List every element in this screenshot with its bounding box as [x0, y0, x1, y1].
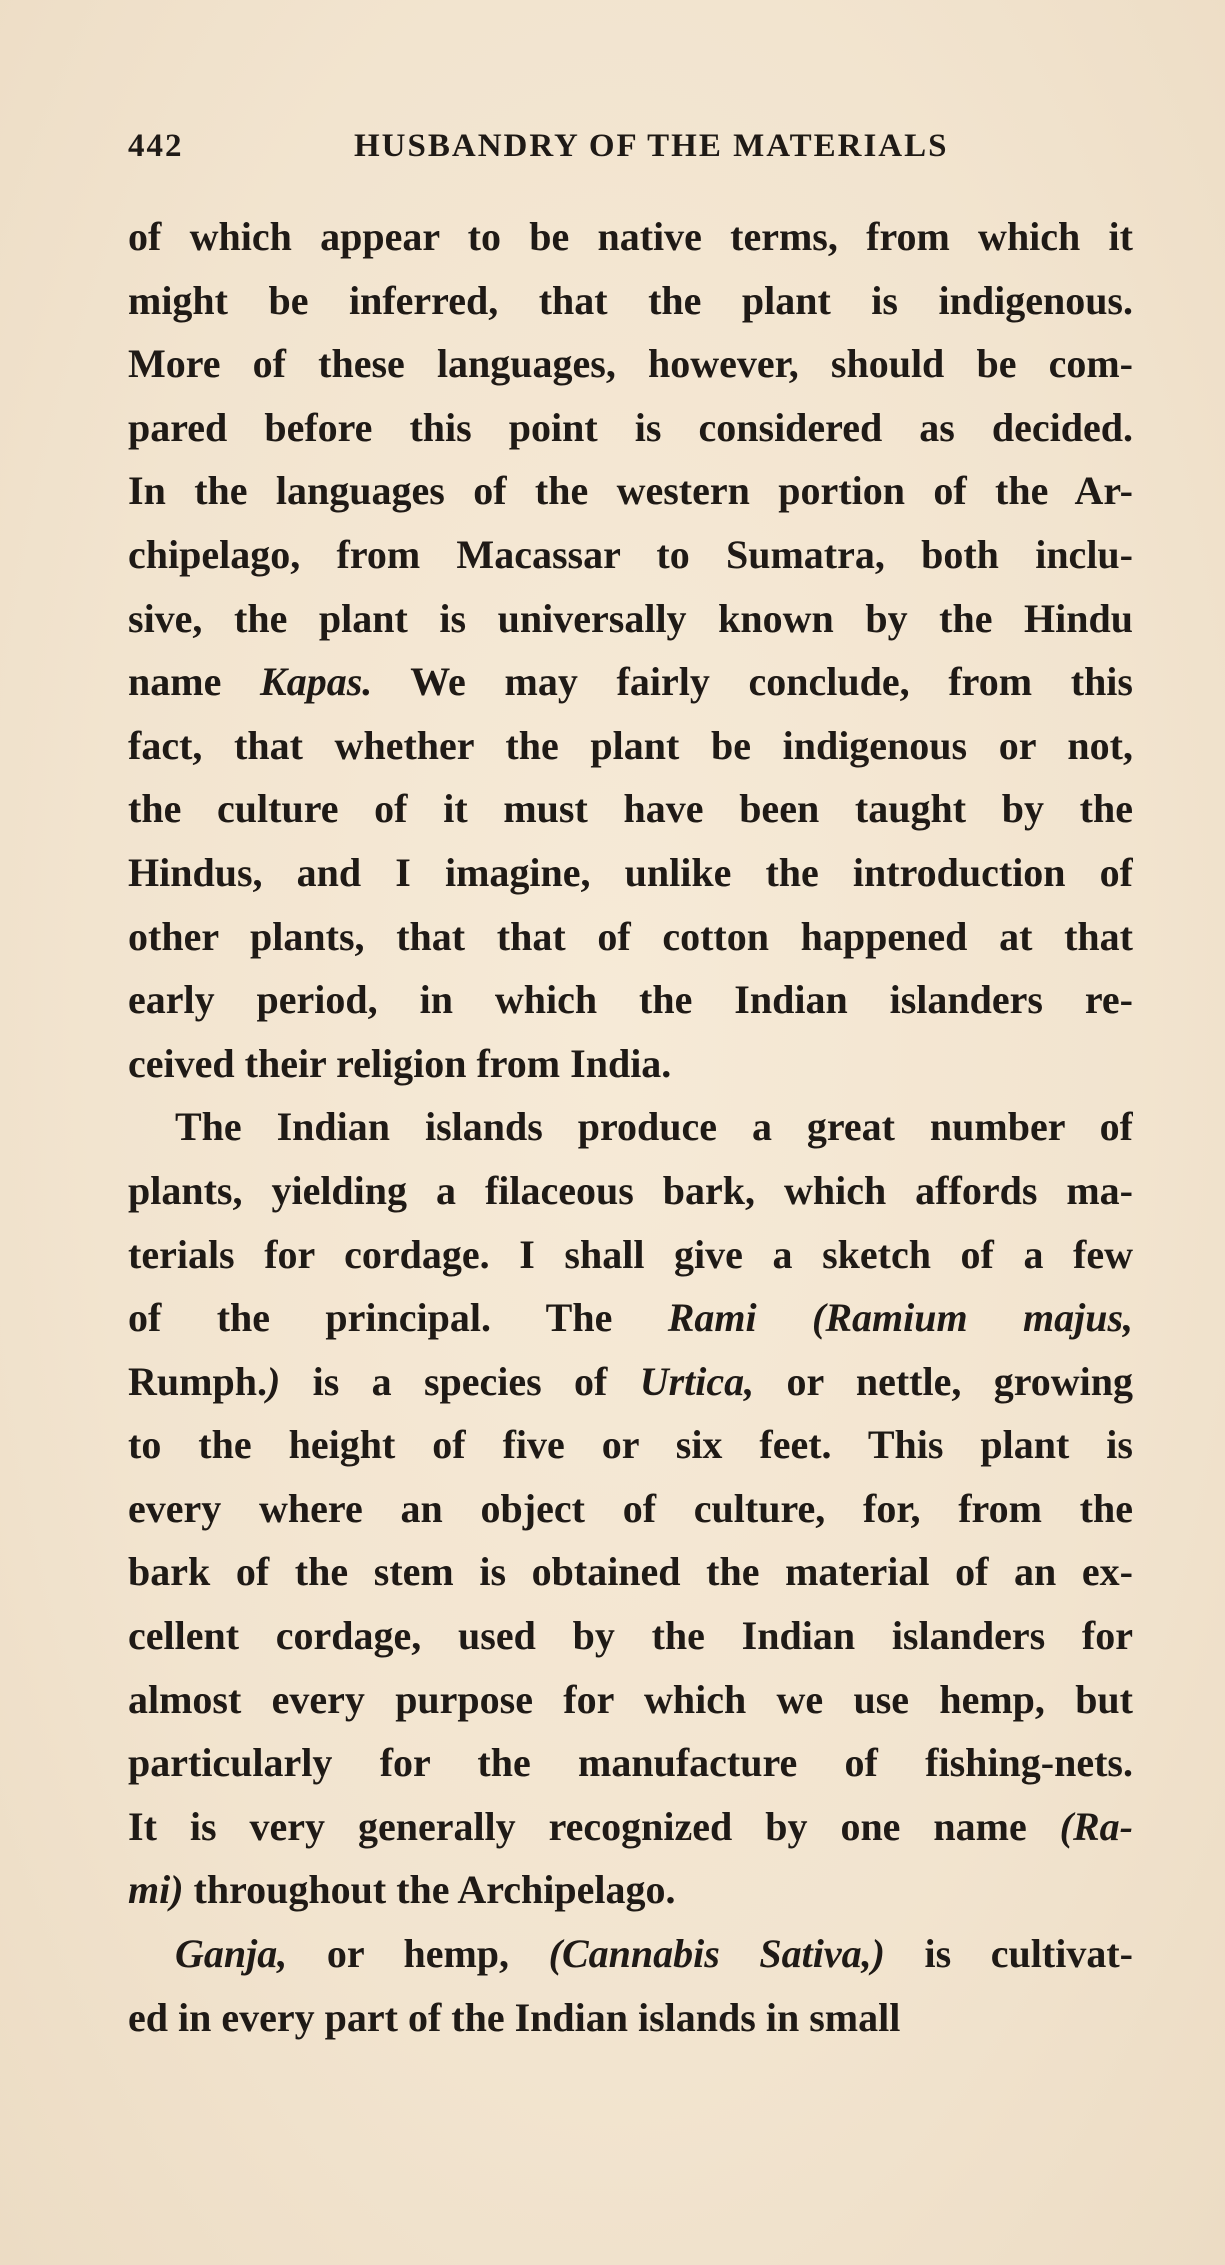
text-span: Hindus, and I imagine, unlike the introduction of [128, 849, 1133, 895]
italic-text: (Ra- [1059, 1803, 1133, 1849]
text-span: early period, in which the Indian islanders re- [128, 977, 1133, 1023]
text-span: chipelago, from Macassar to Sumatra, both inclu- [128, 531, 1133, 577]
text-span: is a species of [280, 1358, 640, 1404]
text-span: More of these languages, however, should be com- [128, 341, 1133, 387]
text-span: plants, yielding a filaceous bark, which affords ma- [128, 1167, 1133, 1213]
text-line [128, 968, 1133, 1032]
running-title: HUSBANDRY OF THE MATERIALS [354, 128, 949, 164]
text-span: In the languages of the western portion of the Ar- [128, 468, 1133, 514]
text-span: Rumph. [128, 1358, 267, 1404]
body-text [128, 205, 1133, 2049]
text-line [128, 205, 1133, 269]
text-span: name [128, 659, 261, 705]
text-span: might be inferred, that the plant is indigenous. [128, 277, 1133, 323]
text-line [128, 1986, 1133, 2050]
text-line [128, 1668, 1133, 1732]
text-line [128, 459, 1133, 523]
text-span: almost every purpose for which we use hemp, but [128, 1676, 1133, 1722]
text-span: ed in every part of the Indian islands in small [128, 1994, 901, 2040]
italic-text: (Cannabis Sativa,) [548, 1931, 885, 1977]
text-span: or nettle, growing [754, 1358, 1133, 1404]
text-span: We may fairly conclude, from this [372, 659, 1133, 705]
text-line [128, 1032, 1133, 1096]
italic-text: ) [266, 1358, 281, 1404]
text-line [128, 1286, 1133, 1350]
italic-text: Urtica, [639, 1358, 755, 1404]
text-span: cellent cordage, used by the Indian islanders for [128, 1613, 1133, 1659]
text-span: other plants, that that of cotton happened at that [128, 913, 1133, 959]
text-line [128, 777, 1133, 841]
text-span: throughout the Archipelago. [183, 1867, 676, 1913]
text-line [128, 650, 1133, 714]
italic-text: Ganja, [175, 1931, 288, 1977]
text-span: of which appear to be native terms, from which it [128, 214, 1133, 259]
text-span: to the height of five or six feet. This plant is [128, 1422, 1133, 1468]
text-line [128, 396, 1133, 460]
italic-text: mi) [128, 1867, 184, 1913]
text-span: pared before this point is considered as decided. [128, 404, 1133, 450]
text-span: every where an object of culture, for, from the [128, 1485, 1133, 1531]
text-line [128, 1795, 1133, 1859]
text-line [128, 1095, 1133, 1159]
italic-text: Kapas. [260, 659, 373, 705]
text-line [128, 523, 1133, 587]
text-span: sive, the plant is universally known by the Hindu [128, 595, 1133, 641]
text-line [128, 1223, 1133, 1287]
text-line [128, 587, 1133, 651]
text-line [128, 905, 1133, 969]
text-span: terials for cordage. I shall give a sketch of a few [128, 1231, 1133, 1277]
text-line [128, 1413, 1133, 1477]
text-span: of the principal. The [128, 1295, 668, 1341]
text-line [128, 332, 1133, 396]
text-span: or hemp, [287, 1931, 549, 1977]
text-span: The Indian islands produce a great number of [175, 1104, 1133, 1150]
text-line [128, 1477, 1133, 1541]
italic-text: Rami (Ramium majus, [667, 1295, 1133, 1341]
text-line [128, 1159, 1133, 1223]
text-line [128, 1350, 1133, 1414]
page-number: 442 [128, 128, 184, 164]
text-span: is cultivat- [884, 1931, 1133, 1977]
text-line [128, 1922, 1133, 1986]
text-line [128, 1604, 1133, 1668]
text-line [128, 1540, 1133, 1604]
text-span: ceived their religion from India. [128, 1040, 672, 1086]
text-span: the culture of it must have been taught by the [128, 786, 1133, 832]
text-line [128, 1858, 1133, 1922]
text-line [128, 269, 1133, 333]
text-span: It is very generally recognized by one name [128, 1803, 1060, 1849]
text-span: particularly for the manufacture of fishing-nets. [128, 1740, 1133, 1786]
text-line [128, 841, 1133, 905]
text-span: fact, that whether the plant be indigenous or not, [128, 722, 1133, 768]
running-head [128, 128, 988, 178]
text-line [128, 1731, 1133, 1795]
text-span: bark of the stem is obtained the material of an ex- [128, 1549, 1133, 1595]
text-line [128, 714, 1133, 778]
